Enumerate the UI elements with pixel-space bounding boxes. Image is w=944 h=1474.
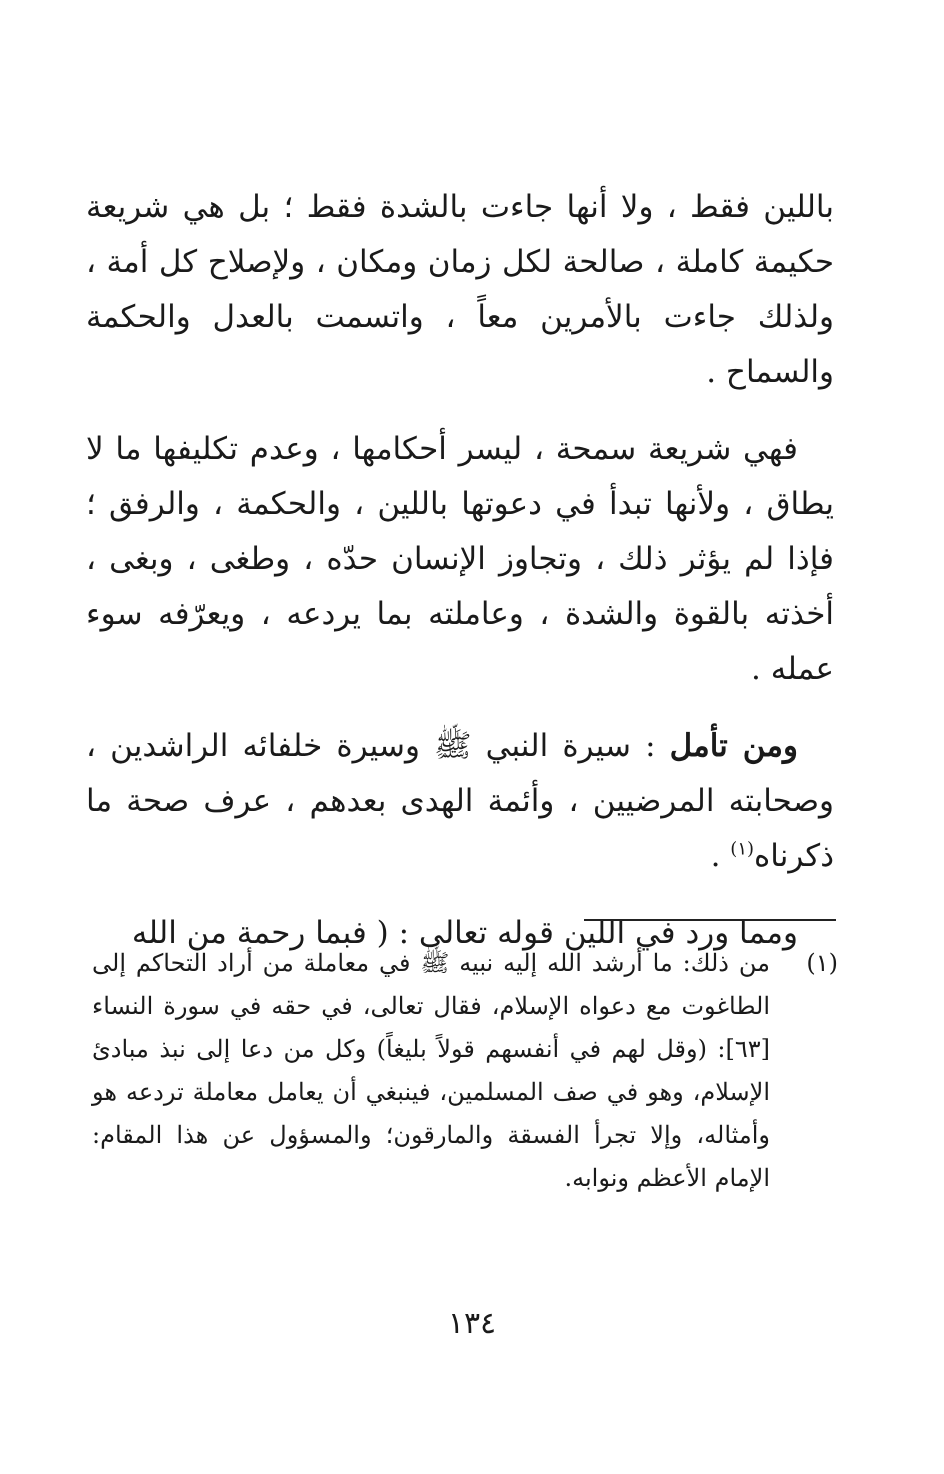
footnote-separator: [584, 919, 836, 921]
main-text: [86, 180, 834, 983]
paragraph-3-end: .: [710, 838, 731, 874]
paragraph-2: فهي شريعة سمحة ، ليسر أحكامها ، وعدم تكليفها ما لا يطاق ، ولأنها تبدأ في دعوتها باللين ، والحكمة ، والرفق ؛ فإذا لم يؤثر ذلك ، وتجاوز الإنسان حدّه ، وطغى ، وبغى ، أخذته بالقوة والشدة ، وعاملته بما يردعه ، ويعرّفه سوء عمله .: [86, 431, 834, 687]
paragraph-3-text: : سيرة النبي ﷺ وسيرة خلفائه الراشدين ، وصحابته المرضيين ، وأئمة الهدى بعدهم ، عرف صحة ما ذكرناه: [86, 728, 834, 874]
paragraph-3-lead: ومن تأمل: [669, 728, 798, 764]
footnote: [92, 942, 838, 1200]
footnote-text: من ذلك: ما أرشد الله إليه نبيه ﷺ في معاملة من أراد التحاكم إلى الطاغوت مع دعواه الإسلام، فقال تعالى، في حقه في سورة النساء [٦٣]: (وقل لهم في أنفسهم قولاً بليغاً) وكل من دعا إلى نبذ مبادئ الإسلام، وهو في صف المسلمين، فينبغي أن يعامل معاملة تردعه هو وأمثاله، وإلا تجرأ الفسقة والمارقون؛ والمسؤول عن هذا المقام: الإمام الأعظم ونوابه.: [92, 949, 770, 1192]
paragraph-1: باللين فقط ، ولا أنها جاءت بالشدة فقط ؛ بل هي شريعة حكيمة كاملة ، صالحة لكل زمان ومكان ، ولإصلاح كل أمة ، ولذلك جاءت بالأمرين معاً ، واتسمت بالعدل والحكمة والسماح .: [86, 189, 835, 390]
paragraph-4: ومما ورد في اللين قوله تعالى : ( فبما رحمة من الله: [131, 915, 798, 951]
page-number: ١٣٤: [447, 1306, 497, 1341]
footnote-marker: (١): [806, 949, 838, 977]
footnote-reference[interactable]: (١): [730, 838, 755, 860]
paragraph-3: [86, 719, 834, 884]
